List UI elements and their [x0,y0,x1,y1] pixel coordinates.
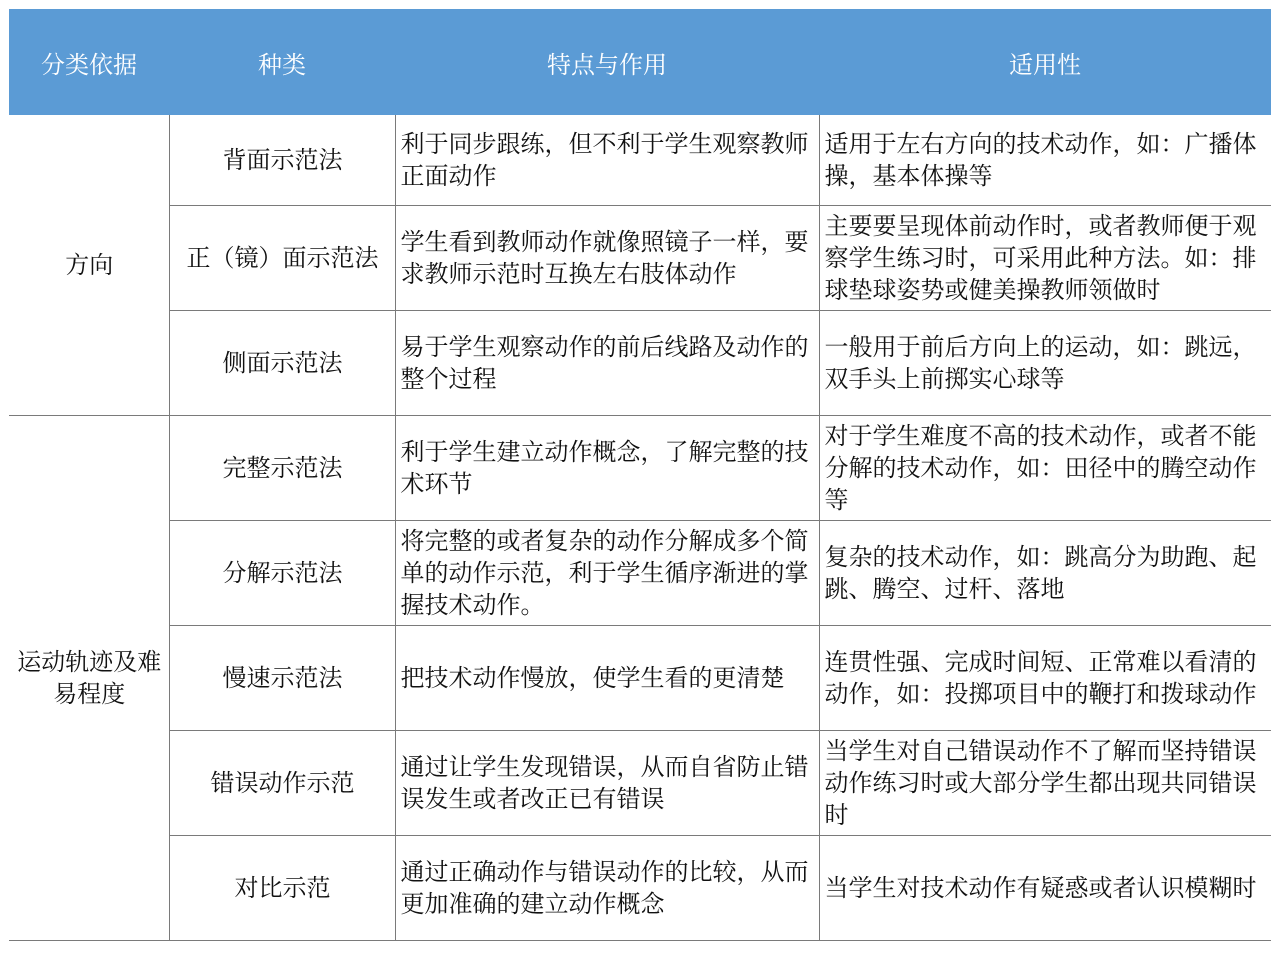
method-applicability: 连贯性强、完成时间短、正常难以看清的动作，如：投掷项目中的鞭打和拨球动作 [819,626,1271,731]
table-row [9,311,1271,416]
demonstration-methods-table [9,9,1271,941]
header-applicability: 适用性 [819,9,1271,115]
header-type: 种类 [169,9,395,115]
method-applicability: 对于学生难度不高的技术动作，或者不能分解的技术动作，如：田径中的腾空动作等 [819,416,1271,521]
table-header-row [9,9,1271,115]
table-row [9,206,1271,311]
method-applicability: 适用于左右方向的技术动作，如：广播体操，基本体操等 [819,115,1271,206]
method-type: 侧面示范法 [169,311,395,416]
table-row [9,626,1271,731]
header-basis: 分类依据 [9,9,169,115]
method-features: 利于学生建立动作概念，了解完整的技术环节 [395,416,819,521]
table-row [9,836,1271,941]
method-features: 把技术动作慢放，使学生看的更清楚 [395,626,819,731]
method-type: 完整示范法 [169,416,395,521]
method-type: 慢速示范法 [169,626,395,731]
method-features: 将完整的或者复杂的动作分解成多个简单的动作示范，利于学生循序渐进的掌握技术动作。 [395,521,819,626]
method-applicability: 当学生对技术动作有疑惑或者认识模糊时 [819,836,1271,941]
method-features: 学生看到教师动作就像照镜子一样，要求教师示范时互换左右肢体动作 [395,206,819,311]
table-row [9,416,1271,521]
method-type: 错误动作示范 [169,731,395,836]
method-type: 分解示范法 [169,521,395,626]
method-features: 利于同步跟练，但不利于学生观察教师正面动作 [395,115,819,206]
table-row [9,521,1271,626]
method-type: 对比示范 [169,836,395,941]
method-type: 正（镜）面示范法 [169,206,395,311]
table-row [9,115,1271,206]
header-features: 特点与作用 [395,9,819,115]
method-features: 易于学生观察动作的前后线路及动作的整个过程 [395,311,819,416]
method-type: 背面示范法 [169,115,395,206]
method-features: 通过让学生发现错误，从而自省防止错误发生或者改正已有错误 [395,731,819,836]
method-applicability: 一般用于前后方向上的运动，如：跳远，双手头上前掷实心球等 [819,311,1271,416]
table-row [9,731,1271,836]
group-label-direction: 方向 [9,115,169,416]
method-applicability: 复杂的技术动作，如：跳高分为助跑、起跳、腾空、过杆、落地 [819,521,1271,626]
group-label-trajectory-difficulty: 运动轨迹及难易程度 [9,416,169,941]
method-applicability: 当学生对自己错误动作不了解而坚持错误动作练习时或大部分学生都出现共同错误时 [819,731,1271,836]
method-features: 通过正确动作与错误动作的比较，从而更加准确的建立动作概念 [395,836,819,941]
method-applicability: 主要要呈现体前动作时，或者教师便于观察学生练习时，可采用此种方法。如：排球垫球姿势或健美操教师领做时 [819,206,1271,311]
